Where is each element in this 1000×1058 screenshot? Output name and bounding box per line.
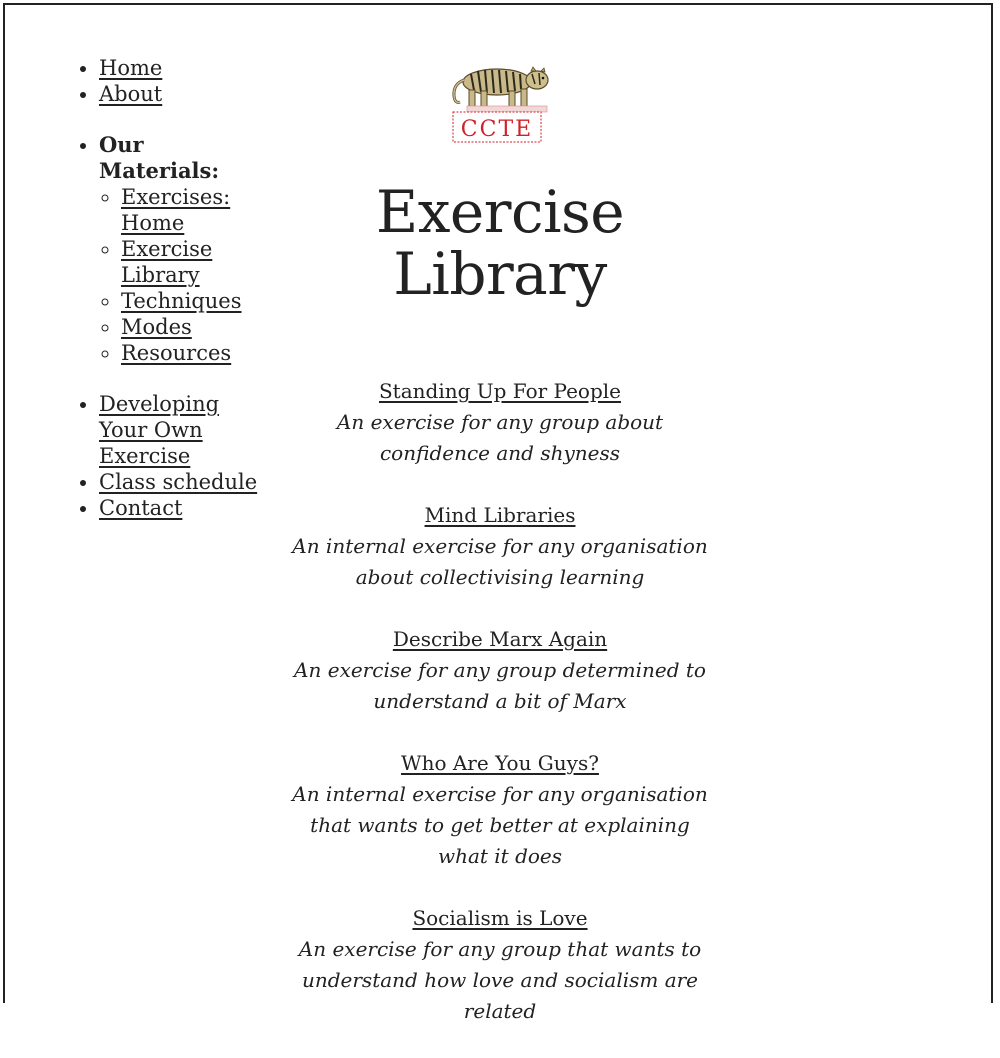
tiger-logo-icon: [447, 60, 557, 144]
exercise-link-standing-up[interactable]: Standing Up For People: [378, 379, 621, 403]
nav-item-developing: [99, 391, 268, 469]
nav-item-materials: [99, 132, 268, 366]
nav-link-resources[interactable]: Resources: [121, 341, 232, 365]
nav-link-home[interactable]: Home: [99, 56, 163, 80]
exercise-list: [280, 376, 720, 1058]
nav-item-about: [99, 81, 268, 107]
exercise-link-socialism-love[interactable]: Socialism is Love: [412, 906, 588, 930]
nav-item-class-schedule: [99, 469, 268, 495]
nav-item-home: [99, 55, 268, 81]
sidebar-nav: [78, 55, 268, 521]
exercise-link-who-are-you[interactable]: Who Are You Guys?: [401, 751, 599, 775]
list-item: [280, 376, 720, 469]
nav-item-exercises-home: [121, 184, 268, 236]
exercise-description: An internal exercise for any organisation about collectivising learning: [292, 534, 708, 589]
nav-item-resources: [121, 340, 268, 366]
logo-text: CCTE: [460, 117, 534, 142]
exercise-description: An exercise for any group about confidence and shyness: [336, 410, 664, 465]
nav-item-contact: [99, 495, 268, 521]
nav-link-exercises-home[interactable]: Exercises: Home: [121, 185, 231, 235]
list-item: [280, 903, 720, 1027]
nav-link-exercise-library[interactable]: Exercise Library: [121, 237, 213, 287]
exercise-description: An internal exercise for any organisation that wants to get better at explaining what it does: [292, 782, 708, 868]
nav-link-developing[interactable]: Developing Your Own Exercise: [99, 392, 220, 468]
nav-link-contact[interactable]: Contact: [99, 496, 183, 520]
nav-link-modes[interactable]: Modes: [121, 315, 192, 339]
nav-link-about[interactable]: About: [99, 82, 163, 106]
nav-materials-list: [99, 184, 268, 366]
list-item: [280, 500, 720, 593]
exercise-description: An exercise for any group that wants to understand how love and socialism are related: [298, 937, 702, 1023]
page-title: Exercise Library: [375, 178, 625, 308]
nav-link-class-schedule[interactable]: Class schedule: [99, 470, 258, 494]
nav-link-techniques[interactable]: Techniques: [121, 289, 242, 313]
exercise-description: An exercise for any group determined to understand a bit of Marx: [294, 658, 706, 713]
nav-item-exercise-library: [121, 236, 268, 288]
exercise-link-describe-marx[interactable]: Describe Marx Again: [392, 627, 608, 651]
nav-item-techniques: [121, 288, 268, 314]
site-logo[interactable]: [447, 60, 557, 144]
list-item: [280, 624, 720, 717]
nav-materials-heading: Our Materials:: [99, 132, 220, 183]
nav-item-modes: [121, 314, 268, 340]
nav-list: [78, 55, 268, 521]
list-item: [280, 748, 720, 872]
exercise-link-mind-libraries[interactable]: Mind Libraries: [424, 503, 576, 527]
